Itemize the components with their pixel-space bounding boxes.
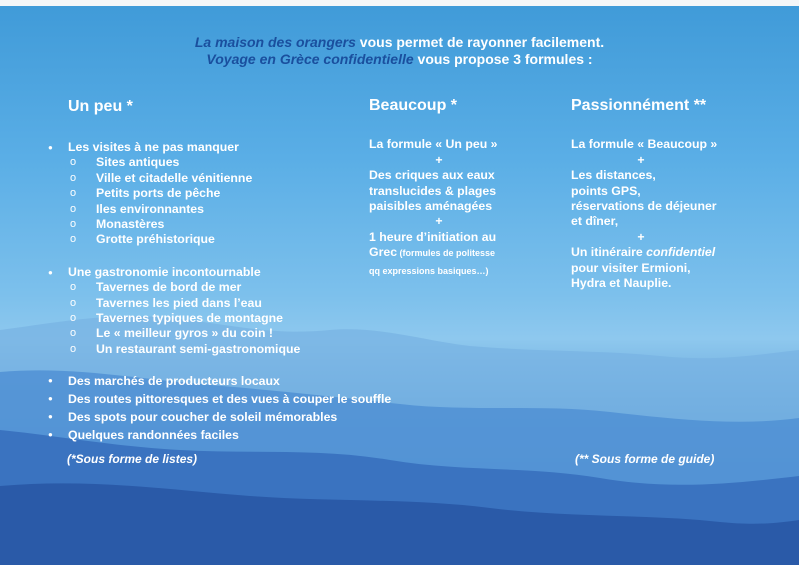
formula-line: La formule « Beaucoup » (571, 137, 718, 152)
intro-text-2: vous propose 3 formules : (413, 51, 593, 67)
sub-item: o Un restaurant semi-gastronomique (68, 342, 448, 357)
plus-sign: + (435, 214, 443, 229)
brand-name: La maison des orangers (194, 34, 356, 50)
brand-tagline: Voyage en Grèce confidentielle (206, 51, 414, 67)
footnote-guide: (** Sous forme de guide) (575, 452, 715, 466)
formula-passionnement (571, 98, 771, 291)
plus-sign: + (435, 152, 443, 167)
footnote-listes: (*Sous forme de listes) (67, 452, 198, 466)
formula-line: translucides & plages (369, 183, 497, 198)
sub-item: o Petits ports de pêche (68, 186, 448, 201)
sub-item: o Ville et citadelle vénitienne (68, 171, 448, 186)
formula-line: paisibles aménagées (369, 199, 493, 214)
sub-item: o Tavernes typiques de montagne (68, 311, 448, 326)
formula-line: et dîner, (571, 214, 619, 229)
intro-header (0, 34, 799, 68)
group-label: Une gastronomie incontournable (68, 264, 261, 279)
sub-item: o Monastères (68, 217, 448, 232)
formula-title: Passionnément ** (571, 97, 707, 114)
formula-emphasis: confidentiel (646, 245, 716, 260)
spacer (48, 357, 448, 372)
intro-line-1 (0, 34, 799, 51)
formula-line (571, 245, 771, 260)
formula-small-text: (formules de politesse (397, 248, 496, 259)
formula-line: Les distances, (571, 168, 656, 183)
intro-line-2 (0, 51, 799, 68)
intro-text-1: vous permet de rayonner facilement. (355, 34, 605, 50)
formula-text: Un itinéraire (571, 245, 647, 260)
formula-title: Beaucoup * (369, 97, 458, 114)
plus-sign: + (637, 229, 645, 244)
sub-item: o Sites antiques (68, 155, 448, 170)
list-item: ● Quelques randonnées faciles (48, 426, 448, 444)
formula-line: Des criques aux eaux (369, 168, 495, 183)
list-item: ● Des marchés de producteurs locaux (48, 372, 448, 390)
sub-item: o Tavernes les pied dans l’eau (68, 296, 448, 311)
list-item: ● Des spots pour coucher de soleil mémorables (48, 408, 448, 426)
formula-title: Un peu * (68, 98, 133, 115)
plus-sign: + (637, 152, 645, 167)
extras-list (48, 372, 448, 444)
sub-item: o Tavernes de bord de mer (68, 280, 448, 295)
sub-item: o Le « meilleur gyros » du coin ! (68, 326, 448, 341)
formula-line: Hydra et Nauplie. (571, 276, 672, 291)
formula-line (369, 245, 549, 261)
formula-line: 1 heure d’initiation au (369, 229, 497, 244)
formula-line: réservations de déjeuner (571, 199, 717, 214)
sub-item: o Grotte préhistorique (68, 232, 448, 247)
formula-line: points GPS, (571, 183, 641, 198)
formula-small-text: qq expressions basiques…) (369, 265, 489, 276)
group-label: Les visites à ne pas manquer (68, 140, 239, 154)
list-item: ● Des routes pittoresques et des vues à couper le souffle (48, 390, 448, 408)
formula-line: La formule « Un peu » (369, 137, 498, 152)
formula-beaucoup (369, 98, 549, 280)
formula-line: pour visiter Ermioni, (571, 260, 691, 275)
formula-text: Grec (369, 245, 398, 260)
sub-item: o Iles environnantes (68, 202, 448, 217)
